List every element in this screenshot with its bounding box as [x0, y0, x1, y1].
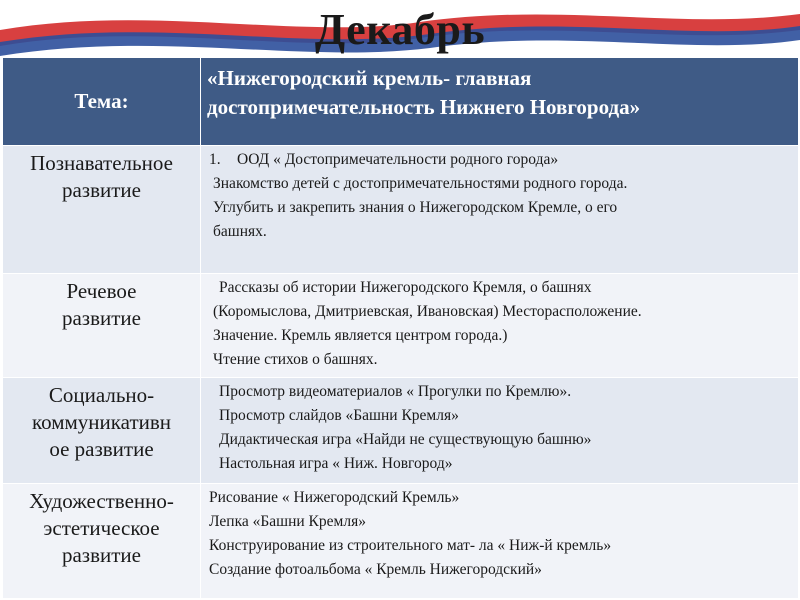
activity-line: Конструирование из строительного мат- ла « Ниж-й кремль»	[209, 537, 612, 554]
topic-title-line: «Нижегородский кремль- главная	[207, 66, 532, 90]
activity-line: башнях.	[213, 223, 267, 240]
area-label	[3, 146, 201, 274]
table-row	[3, 146, 799, 274]
area-label	[3, 378, 201, 484]
activity-line: Лепка «Башни Кремля»	[209, 513, 366, 530]
activity-line: (Коромыслова, Дмитриевская, Ивановская) Месторасположение.	[213, 303, 642, 320]
area-label	[3, 274, 201, 378]
area-label-line: развитие	[61, 543, 141, 567]
plan-table	[2, 57, 799, 599]
activity-line: Настольная игра « Ниж. Новгород»	[219, 455, 453, 472]
topic-label: Тема:	[3, 58, 201, 146]
area-label-line: Речевое	[66, 279, 137, 303]
area-label-line: Художественно-	[29, 489, 174, 513]
activity-line: Знакомство детей с достопримечательностями родного города.	[213, 175, 628, 192]
table-row	[3, 274, 799, 378]
area-label-line: развитие	[61, 306, 141, 330]
page-title: Декабрь	[314, 5, 486, 54]
activity-line: Рассказы об истории Нижегородского Кремля, о башнях	[219, 279, 592, 296]
activities-cell	[201, 378, 799, 484]
activity-line: Чтение стихов о башнях.	[213, 351, 378, 368]
flag-banner	[0, 0, 800, 56]
table-row	[3, 484, 799, 599]
activity-line: Рисование « Нижегородский Кремль»	[209, 489, 460, 506]
activities-cell	[201, 484, 799, 599]
area-label-line: Социально-	[48, 383, 155, 407]
activity-line: Значение. Кремль является центром города.)	[213, 327, 508, 344]
area-label-line: эстетическое	[43, 516, 160, 540]
area-label-line: коммуникативн	[31, 410, 172, 434]
activity-line: Создание фотоальбома « Кремль Нижегородский»	[209, 561, 542, 578]
header-row	[3, 58, 799, 146]
activity-text: ООД « Достопримечательности родного города»	[237, 151, 559, 168]
topic-title-line: достопримечательность Нижнего Новгорода»	[207, 95, 641, 119]
area-label-line: Познавательное	[30, 151, 173, 175]
topic-title	[201, 58, 799, 146]
area-label	[3, 484, 201, 599]
activities-cell	[201, 274, 799, 378]
item-number: 1.	[209, 151, 221, 168]
activity-line: Дидактическая игра «Найди не существующую башню»	[219, 431, 592, 448]
activity-line: Просмотр видеоматериалов « Прогулки по Кремлю».	[219, 383, 572, 400]
area-label-line: развитие	[61, 178, 141, 202]
activity-line: Просмотр слайдов «Башни Кремля»	[219, 407, 459, 424]
activity-line: Углубить и закрепить знания о Нижегородском Кремле, о его	[213, 199, 618, 216]
activity-line	[209, 148, 792, 172]
activities-cell	[201, 146, 799, 274]
area-label-line: ое развитие	[49, 437, 154, 461]
table-row	[3, 378, 799, 484]
